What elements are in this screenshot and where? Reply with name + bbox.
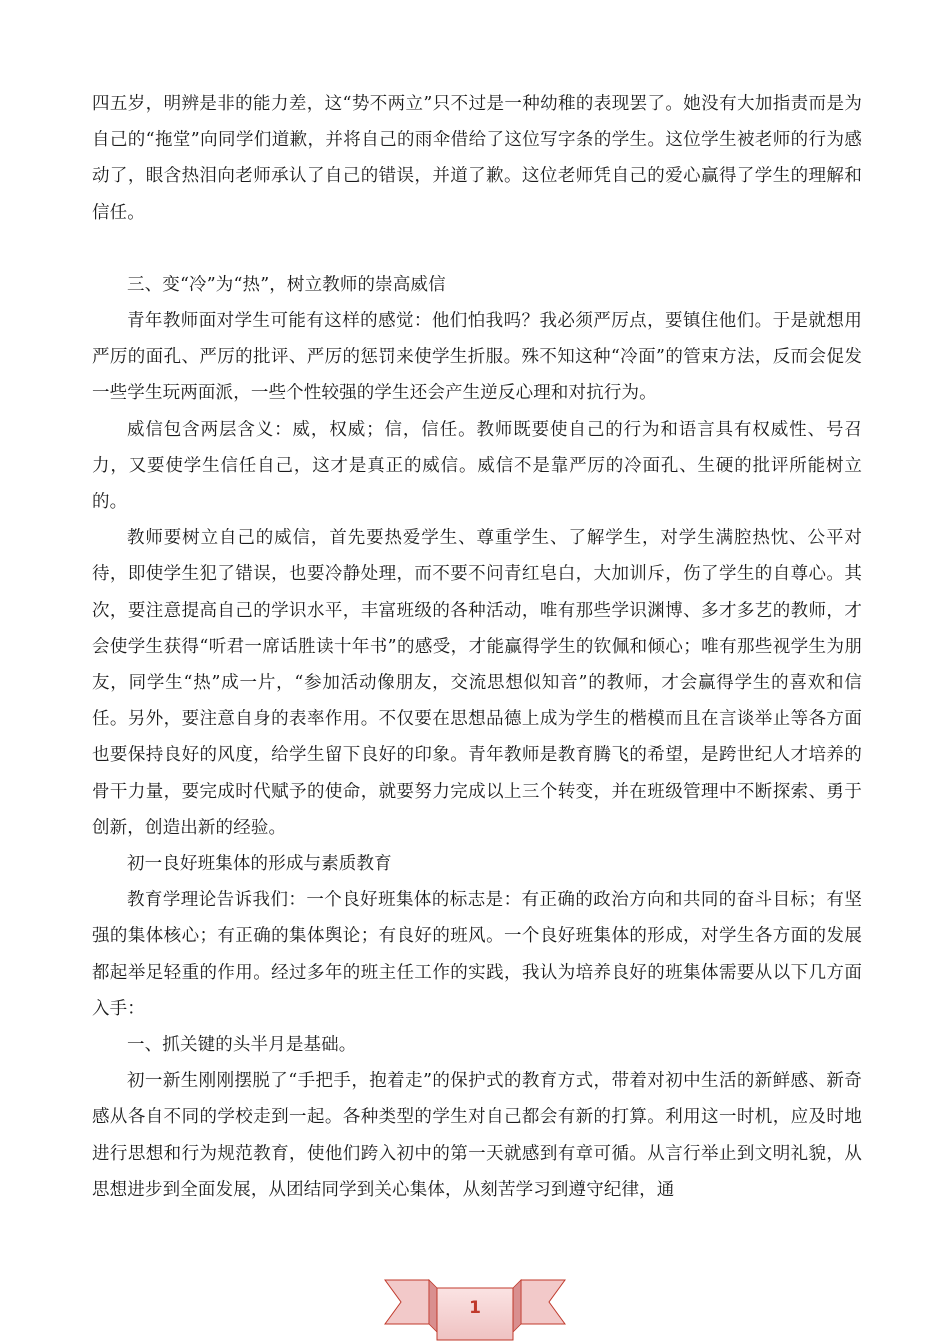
- page-number: 1: [469, 1298, 481, 1318]
- paragraph-4: 教师要树立自己的威信，首先要热爱学生、尊重学生、了解学生，对学生满腔热忱、公平对待，即使学生犯了错误，也要冷静处理，而不要不问青红皂白，大加训斥，伤了学生的自尊心。其次，要注意提高自己的学识水平，丰富班级的各种活动，唯有那些学识渊博、多才多艺的教师，才会使学生获得“听君一席话胜读十年书”的感受，才能赢得学生的钦佩和倾心；唯有那些视学生为朋友，同学生“热”成一片，“参加活动像朋友，交流思想似知音”的教师，才会赢得学生的喜欢和信任。另外，要注意自身的表率作用。不仅要在思想品德上成为学生的楷模而且在言谈举止等各方面也要保持良好的风度，给学生留下良好的印象。青年教师是教育腾飞的希望，是跨世纪人才培养的骨干力量，要完成时代赋予的使命，就要努力完成以上三个转变，并在班级管理中不断探索、勇于创新，创造出新的经验。: [92, 528, 862, 838]
- article-title: 初一良好班集体的形成与素质教育: [127, 854, 392, 875]
- document-body: [92, 86, 862, 1208]
- paragraph-2: 青年教师面对学生可能有这样的感觉：他们怕我吗？我必须严厉点，要镇住他们。于是就想用严厉的面孔、严厉的批评、严厉的惩罚来使学生折服。殊不知这种“冷面”的管束方法，反而会促发一些学生玩两面派，一些个性较强的学生还会产生逆反心理和对抗行为。: [92, 311, 862, 404]
- section-heading-3: 三、变“冷”为“热”，树立教师的崇高威信: [127, 274, 446, 295]
- paragraph-gap: [92, 231, 862, 267]
- paragraph-1: 四五岁，明辨是非的能力差，这“势不两立”只不过是一种幼稚的表现罢了。她没有大加指责而是为自己的“拖堂”向同学们道歉，并将自己的雨伞借给了这位写字条的学生。这位学生被老师的行为感动了，眼含热泪向老师承认了自己的错误，并道了歉。这位老师凭自己的爱心赢得了学生的理解和信任。: [92, 94, 862, 223]
- paragraph-6: 初一新生刚刚摆脱了“手把手，抱着走”的保护式的教育方式，带着对初中生活的新鲜感、新奇感从各自不同的学校走到一起。各种类型的学生对自己都会有新的打算。利用这一时机，应及时地进行思想和行为规范教育，使他们跨入初中的第一天就感到有章可循。从言行举止到文明礼貌，从思想进步到全面发展，从团结同学到关心集体，从刻苦学习到遵守纪律，通: [92, 1071, 862, 1200]
- section-heading-1: 一、抓关键的头半月是基础。: [127, 1035, 357, 1056]
- page-footer: [383, 1262, 567, 1344]
- paragraph-3: 威信包含两层含义：威，权威；信，信任。教师既要使自己的行为和语言具有权威性、号召力，又要使学生信任自己，这才是真正的威信。威信不是靠严厉的冷面孔、生硬的批评所能树立的。: [92, 419, 862, 513]
- paragraph-5: 教育学理论告诉我们：一个良好班集体的标志是：有正确的政治方向和共同的奋斗目标；有坚强的集体核心；有正确的集体舆论；有良好的班风。一个良好班集体的形成，对学生各方面的发展都起举足轻重的作用。经过多年的班主任工作的实践，我认为培养良好的班集体需要从以下几方面入手：: [92, 890, 862, 1019]
